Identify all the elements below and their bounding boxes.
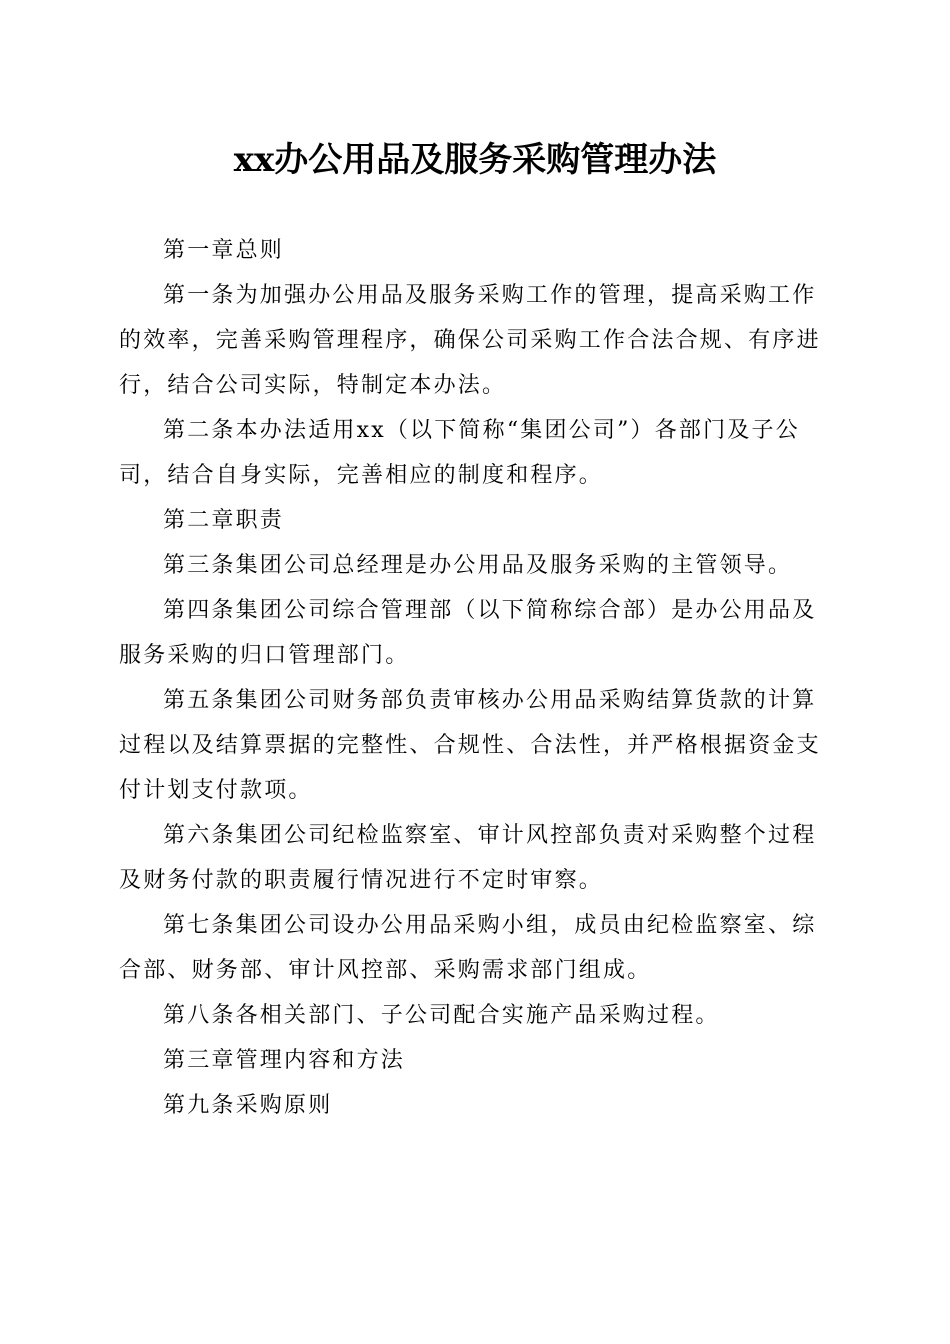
document-title: xx办公用品及服务采购管理办法 xyxy=(233,140,717,180)
article-4: 第四条集团公司综合管理部（以下简称综合部）是办公用品及服务采购的归口管理部门。 xyxy=(119,598,817,668)
article-1: 第一条为加强办公用品及服务采购工作的管理，提高采购工作的效率，完善采购管理程序，确保公司采购工作合法合规、有序进行，结合公司实际，特制定本办法。 xyxy=(119,283,821,398)
article-5: 第五条集团公司财务部负责审核办公用品采购结算货款的计算过程以及结算票据的完整性、合规性、合法性，并严格根据资金支付计划支付款项。 xyxy=(119,688,821,803)
article-7: 第七条集团公司设办公用品采购小组，成员由纪检监察室、综合部、财务部、审计风控部、采购需求部门组成。 xyxy=(119,913,817,983)
article-6: 第六条集团公司纪检监察室、审计风控部负责对采购整个过程及财务付款的职责履行情况进行不定时审察。 xyxy=(119,823,817,893)
document-body xyxy=(119,228,831,1128)
chapter-heading-3: 第三章管理内容和方法 xyxy=(163,1048,406,1073)
article-9: 第九条采购原则 xyxy=(163,1093,333,1118)
article-3: 第三条集团公司总经理是办公用品及服务采购的主管领导。 xyxy=(163,553,793,578)
article-8: 第八条各相关部门、子公司配合实施产品采购过程。 xyxy=(163,1003,720,1028)
chapter-heading-2: 第二章职责 xyxy=(163,508,285,533)
article-2: 第二条本办法适用xx（以下简称“集团公司”）各部门及子公司，结合自身实际，完善相应的制度和程序。 xyxy=(119,418,800,488)
chapter-heading-1: 第一章总则 xyxy=(163,238,285,263)
